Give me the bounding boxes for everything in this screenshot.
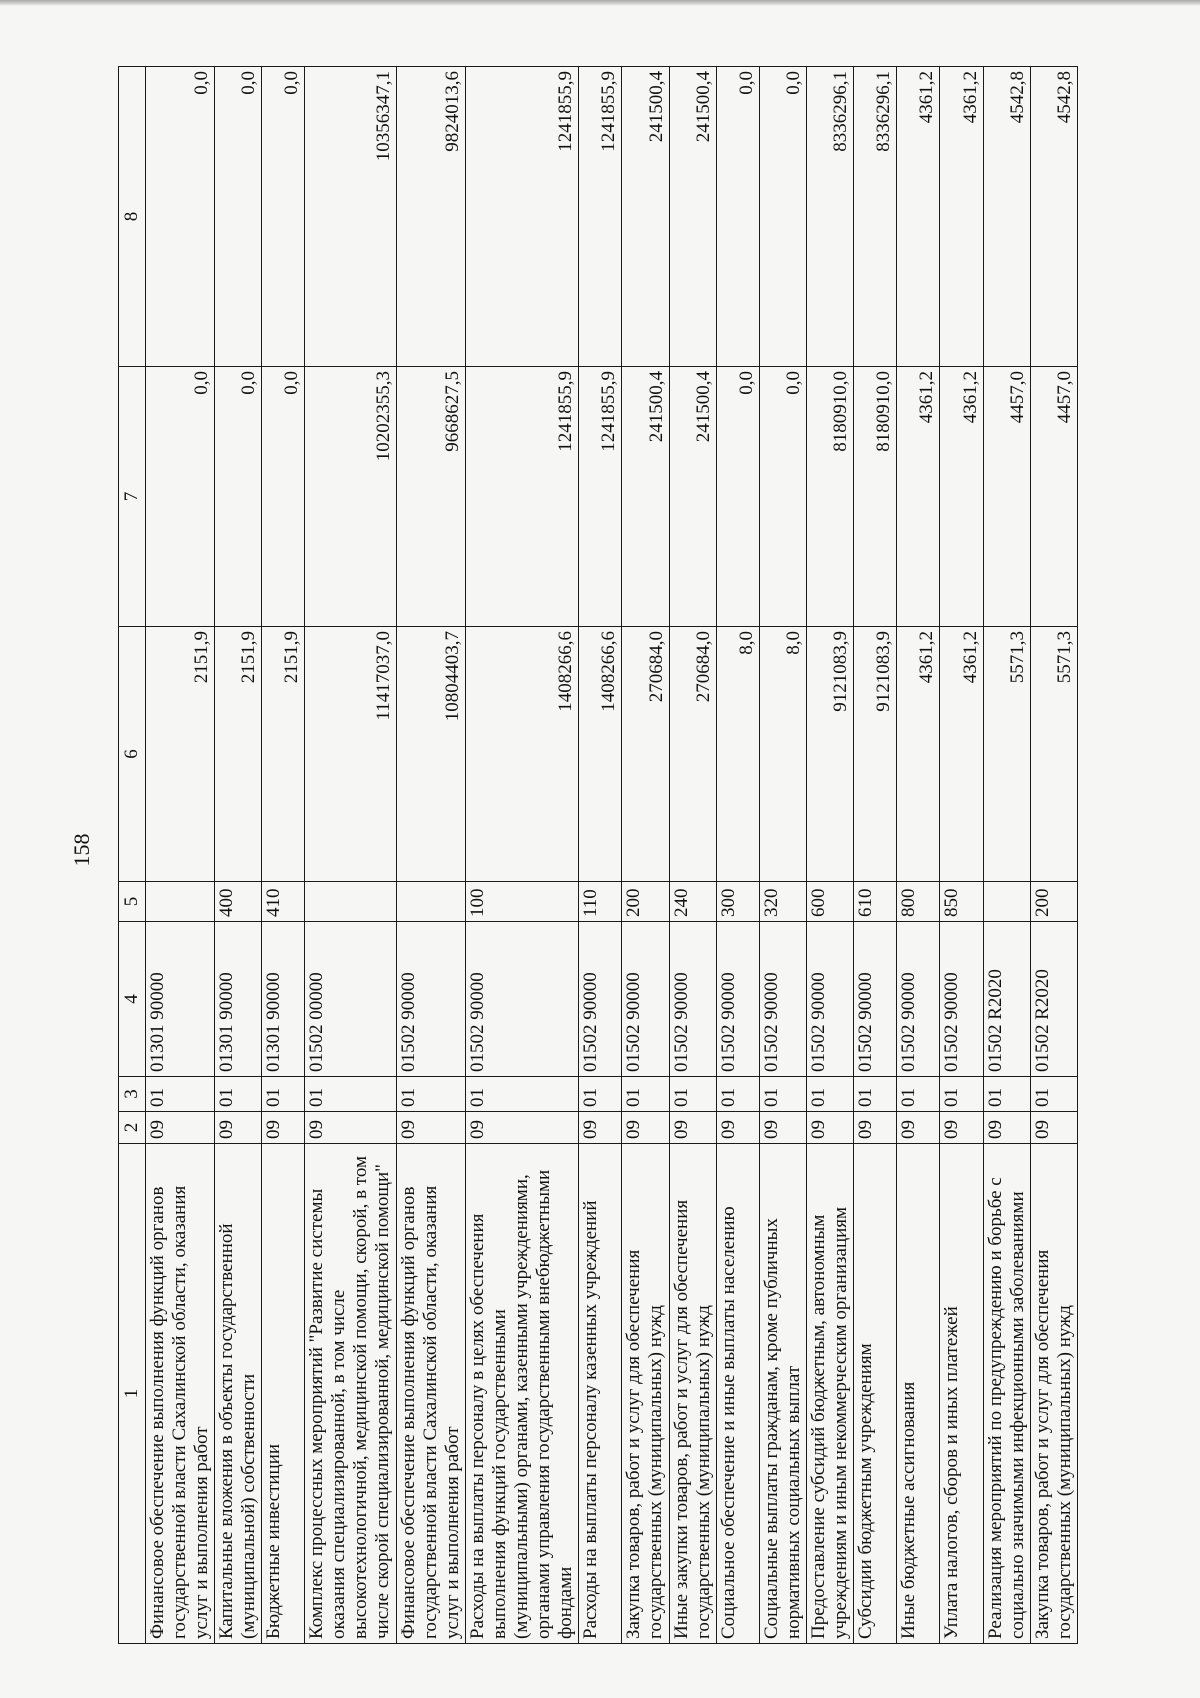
amount-col-8: 4542,8: [983, 67, 1030, 367]
column-header-2: 2: [119, 1112, 146, 1144]
amount-col-8: 0,0: [759, 67, 806, 367]
expense-type-code: 800: [897, 882, 940, 922]
budget-item-name: Социальное обеспечение и иные выплаты населению: [716, 1144, 759, 1644]
table-row: [669, 67, 716, 1644]
ministry-code: 09: [897, 1112, 940, 1144]
amount-col-8: 8336296,1: [807, 67, 854, 367]
column-header-3: 3: [119, 1077, 146, 1112]
ministry-code: 09: [940, 1112, 983, 1144]
expense-type-code: 600: [807, 882, 854, 922]
table-row: [897, 67, 940, 1644]
ministry-code: 09: [465, 1112, 578, 1144]
column-header-5: 5: [119, 882, 146, 922]
amount-col-6: 270684,0: [669, 627, 716, 882]
expense-type-code: 320: [759, 882, 806, 922]
table-row: [716, 67, 759, 1644]
amount-col-6: 2151,9: [262, 627, 305, 882]
table-row: [579, 67, 622, 1644]
table-body: [146, 67, 1078, 1644]
section-code: 01: [716, 1077, 759, 1112]
ministry-code: 09: [622, 1112, 669, 1144]
ministry-code: 09: [396, 1112, 465, 1144]
amount-col-8: 0,0: [716, 67, 759, 367]
section-code: 01: [807, 1077, 854, 1112]
section-code: 01: [1030, 1077, 1077, 1112]
ministry-code: 09: [854, 1112, 897, 1144]
amount-col-6: 2151,9: [146, 627, 215, 882]
amount-col-7: 4457,0: [1030, 367, 1077, 627]
table-row: [807, 67, 854, 1644]
amount-col-8: 4542,8: [1030, 67, 1077, 367]
amount-col-7: 1241855,9: [579, 367, 622, 627]
expense-type-code: 850: [940, 882, 983, 922]
target-article-code: 01502 90000: [579, 922, 622, 1077]
expense-type-code: 100: [465, 882, 578, 922]
table-row: [622, 67, 669, 1644]
budget-item-name: Уплата налогов, сборов и иных платежей: [940, 1144, 983, 1644]
target-article-code: 01502 90000: [897, 922, 940, 1077]
expense-type-code: 200: [1030, 882, 1077, 922]
amount-col-8: 9824013,6: [396, 67, 465, 367]
amount-col-6: 1408266,6: [465, 627, 578, 882]
expense-type-code: 400: [215, 882, 262, 922]
amount-col-6: 5571,3: [983, 627, 1030, 882]
budget-item-name: Комплекс процессных мероприятий "Развитие системы оказания специализированной, в том числе высокотехнологичной, медицинской помощи, скорой, в том числе скорой специализированной, медицинской помощи": [305, 1144, 396, 1644]
table-row: [983, 67, 1030, 1644]
section-code: 01: [146, 1077, 215, 1112]
expense-type-code: [396, 882, 465, 922]
budget-item-name: Субсидии бюджетным учреждениям: [854, 1144, 897, 1644]
target-article-code: 01502 90000: [940, 922, 983, 1077]
expense-type-code: [983, 882, 1030, 922]
rotated-page-content: [118, 67, 1078, 1644]
amount-col-8: 241500,4: [669, 67, 716, 367]
expense-type-code: 240: [669, 882, 716, 922]
expense-type-code: 610: [854, 882, 897, 922]
budget-item-name: Реализация мероприятий по предупреждению и борьбе с социально значимыми инфекционными заболеваниями: [983, 1144, 1030, 1644]
section-code: 01: [305, 1077, 396, 1112]
amount-col-7: 241500,4: [669, 367, 716, 627]
target-article-code: 01301 90000: [262, 922, 305, 1077]
amount-col-7: 4361,2: [940, 367, 983, 627]
amount-col-6: 5571,3: [1030, 627, 1077, 882]
amount-col-8: 1241855,9: [465, 67, 578, 367]
ministry-code: 09: [716, 1112, 759, 1144]
amount-col-8: 241500,4: [622, 67, 669, 367]
column-header-1: 1: [119, 1144, 146, 1644]
target-article-code: 01502 R2020: [983, 922, 1030, 1077]
amount-col-6: 8,0: [716, 627, 759, 882]
header-row: [119, 67, 146, 1644]
ministry-code: 09: [146, 1112, 215, 1144]
amount-col-8: 8336296,1: [854, 67, 897, 367]
table-row: [262, 67, 305, 1644]
amount-col-6: 1408266,6: [579, 627, 622, 882]
section-code: 01: [579, 1077, 622, 1112]
budget-item-name: Иные закупки товаров, работ и услуг для обеспечения государственных (муниципальных) нужд: [669, 1144, 716, 1644]
column-header-6: 6: [119, 627, 146, 882]
amount-col-7: 8180910,0: [807, 367, 854, 627]
column-header-8: 8: [119, 67, 146, 367]
ministry-code: 09: [1030, 1112, 1077, 1144]
budget-table: [118, 66, 1078, 1644]
amount-col-7: 0,0: [759, 367, 806, 627]
amount-col-8: 4361,2: [897, 67, 940, 367]
section-code: 01: [262, 1077, 305, 1112]
target-article-code: 01502 R2020: [1030, 922, 1077, 1077]
amount-col-7: 241500,4: [622, 367, 669, 627]
amount-col-6: 10804403,7: [396, 627, 465, 882]
budget-item-name: Расходы на выплаты персоналу казенных учреждений: [579, 1144, 622, 1644]
amount-col-8: 1241855,9: [579, 67, 622, 367]
amount-col-6: 4361,2: [897, 627, 940, 882]
target-article-code: 01502 90000: [465, 922, 578, 1077]
section-code: 01: [465, 1077, 578, 1112]
section-code: 01: [940, 1077, 983, 1112]
column-header-4: 4: [119, 922, 146, 1077]
target-article-code: 01502 90000: [759, 922, 806, 1077]
ministry-code: 09: [215, 1112, 262, 1144]
budget-item-name: Расходы на выплаты персоналу в целях обеспечения выполнения функций государственными (муниципальными) органами, казенными учреждениями, органами управления государственными внебюджетными фондами: [465, 1144, 578, 1644]
amount-col-8: 10356347,1: [305, 67, 396, 367]
section-code: 01: [983, 1077, 1030, 1112]
table-row: [305, 67, 396, 1644]
target-article-code: 01502 90000: [716, 922, 759, 1077]
table-row: [1030, 67, 1077, 1644]
ministry-code: 09: [983, 1112, 1030, 1144]
amount-col-6: 2151,9: [215, 627, 262, 882]
section-code: 01: [215, 1077, 262, 1112]
amount-col-8: 4361,2: [940, 67, 983, 367]
expense-type-code: [146, 882, 215, 922]
amount-col-7: 0,0: [215, 367, 262, 627]
target-article-code: 01301 90000: [215, 922, 262, 1077]
expense-type-code: 300: [716, 882, 759, 922]
expense-type-code: 200: [622, 882, 669, 922]
ministry-code: 09: [669, 1112, 716, 1144]
amount-col-8: 0,0: [146, 67, 215, 367]
budget-item-name: Социальные выплаты гражданам, кроме публичных нормативных социальных выплат: [759, 1144, 806, 1644]
amount-col-7: 4457,0: [983, 367, 1030, 627]
section-code: 01: [669, 1077, 716, 1112]
ministry-code: 09: [305, 1112, 396, 1144]
target-article-code: 01502 90000: [854, 922, 897, 1077]
amount-col-6: 9121083,9: [807, 627, 854, 882]
amount-col-7: 10202355,3: [305, 367, 396, 627]
target-article-code: 01502 90000: [669, 922, 716, 1077]
ministry-code: 09: [759, 1112, 806, 1144]
table-row: [215, 67, 262, 1644]
budget-item-name: Финансовое обеспечение выполнения функций органов государственной власти Сахалинской области, оказания услуг и выполнения работ: [396, 1144, 465, 1644]
section-code: 01: [396, 1077, 465, 1112]
amount-col-7: 4361,2: [897, 367, 940, 627]
amount-col-7: 0,0: [716, 367, 759, 627]
section-code: 01: [759, 1077, 806, 1112]
amount-col-7: 0,0: [262, 367, 305, 627]
amount-col-6: 9121083,9: [854, 627, 897, 882]
target-article-code: 01301 90000: [146, 922, 215, 1077]
ministry-code: 09: [262, 1112, 305, 1144]
table-row: [759, 67, 806, 1644]
budget-item-name: Закупка товаров, работ и услуг для обеспечения государственных (муниципальных) нужд: [622, 1144, 669, 1644]
table-row: [940, 67, 983, 1644]
amount-col-6: 270684,0: [622, 627, 669, 882]
expense-type-code: 110: [579, 882, 622, 922]
amount-col-6: 11417037,0: [305, 627, 396, 882]
budget-item-name: Капитальные вложения в объекты государственной (муниципальной) собственности: [215, 1144, 262, 1644]
amount-col-7: 1241855,9: [465, 367, 578, 627]
page-number: 158: [69, 833, 94, 867]
table-row: [465, 67, 578, 1644]
table-row: [854, 67, 897, 1644]
budget-item-name: Предоставление субсидий бюджетным, автономным учреждениям и иным некоммерческим организациям: [807, 1144, 854, 1644]
table-row: [146, 67, 215, 1644]
amount-col-8: 0,0: [262, 67, 305, 367]
budget-item-name: Бюджетные инвестиции: [262, 1144, 305, 1644]
section-code: 01: [622, 1077, 669, 1112]
target-article-code: 01502 90000: [622, 922, 669, 1077]
expense-type-code: 410: [262, 882, 305, 922]
target-article-code: 01502 90000: [807, 922, 854, 1077]
table-row: [396, 67, 465, 1644]
expense-type-code: [305, 882, 396, 922]
budget-item-name: Финансовое обеспечение выполнения функций органов государственной власти Сахалинской области, оказания услуг и выполнения работ: [146, 1144, 215, 1644]
budget-item-name: Закупка товаров, работ и услуг для обеспечения государственных (муниципальных) нужд: [1030, 1144, 1077, 1644]
scan-edge: [0, 0, 1200, 6]
section-code: 01: [897, 1077, 940, 1112]
amount-col-7: 0,0: [146, 367, 215, 627]
amount-col-6: 8,0: [759, 627, 806, 882]
target-article-code: 01502 90000: [396, 922, 465, 1077]
column-header-7: 7: [119, 367, 146, 627]
amount-col-7: 8180910,0: [854, 367, 897, 627]
ministry-code: 09: [807, 1112, 854, 1144]
amount-col-6: 4361,2: [940, 627, 983, 882]
amount-col-7: 9668627,5: [396, 367, 465, 627]
amount-col-8: 0,0: [215, 67, 262, 367]
section-code: 01: [854, 1077, 897, 1112]
budget-item-name: Иные бюджетные ассигнования: [897, 1144, 940, 1644]
ministry-code: 09: [579, 1112, 622, 1144]
target-article-code: 01502 00000: [305, 922, 396, 1077]
